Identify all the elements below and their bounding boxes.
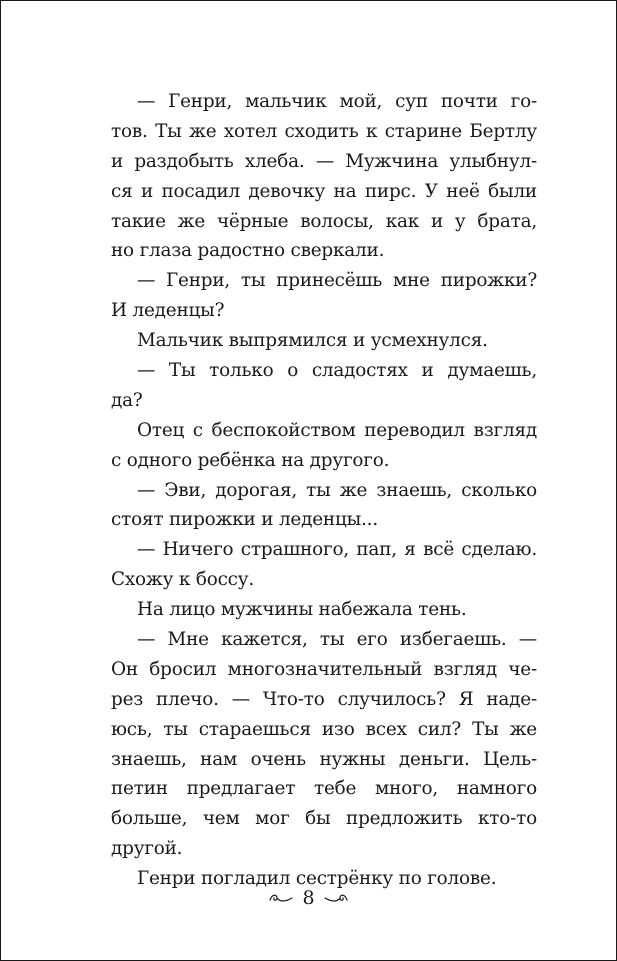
text-line: юсь, ты стараешься изо всех сил? Ты же [111,718,537,740]
text-line: На лицо мужчины набежала тень. [137,599,467,621]
text-line: и раздобыть хлеба. — Мужчина улыбнул- [111,150,537,172]
text-line: — Генри, мальчик мой, суп почти го- [137,91,537,112]
text-line: Мальчик выпрямился и усмехнулся. [137,330,488,352]
text-line: да? [111,389,143,411]
text-line: с одного ребёнка на другого. [111,449,390,471]
right-flourish-icon [323,891,349,905]
page-footer [1,884,616,912]
text-line: — Мне кажется, ты его избегаешь. — [137,629,537,651]
text-line: тов. Ты же хотел сходить к старине Бертлу [111,120,537,142]
page-number: 8 [302,887,315,909]
text-line: больше, чем мог бы предложить кто-то [111,808,537,830]
text-line: другой. [111,838,183,860]
text-line: стоят пирожки и леденцы... [111,509,378,531]
text-line: — Ты только о сладостях и думаешь, [137,360,537,382]
text-line: знаешь, нам очень нужны деньги. Цель- [111,748,537,770]
text-line: Схожу к боссу. [111,569,255,591]
text-line: рез плечо. — Что-то случилось? Я наде- [111,688,537,710]
left-flourish-icon [268,891,294,905]
text-line: такие же чёрные волосы, как и у брата, [111,210,537,232]
text-line: И леденцы? [111,300,225,322]
text-line: петин предлагает тебе много, намного [111,778,537,800]
text-line: Отец с беспокойством переводил взгляд [137,419,537,441]
body-text [111,87,537,894]
text-line: Он бросил многозначительный взгляд че- [111,658,537,680]
text-line: — Ничего страшного, пап, я всё сделаю. [137,539,537,561]
text-line: — Эви, дорогая, ты же знаешь, сколько [137,479,537,501]
text-line: но глаза радостно сверкали. [111,240,385,262]
text-line: ся и посадил девочку на пирс. У неё были [111,180,537,202]
text-line: — Генри, ты принесёшь мне пирожки? [137,270,537,292]
text-line: Генри погладил сестрёнку по голове. [137,868,497,890]
